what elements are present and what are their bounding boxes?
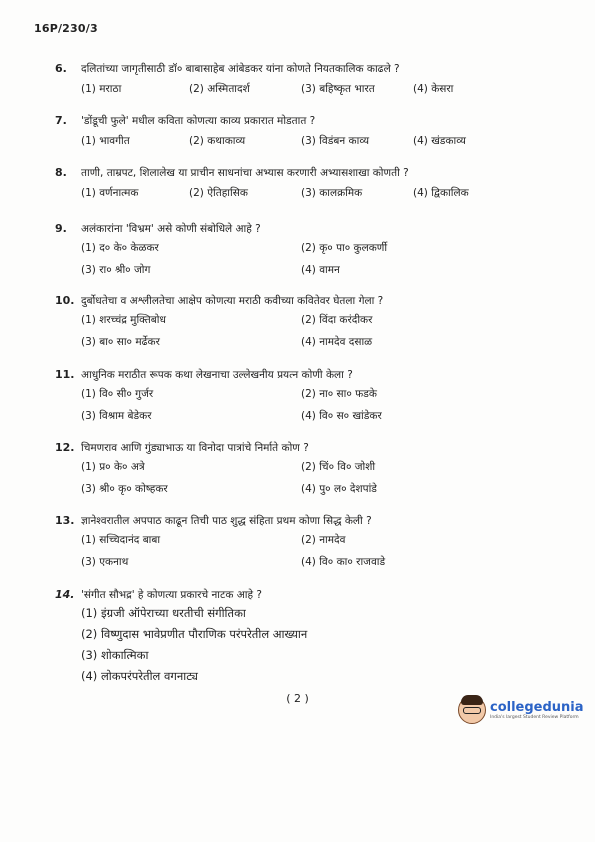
question-text: 'संगीत सौभद्र' हे कोणत्या प्रकारचे नाटक आहे ? xyxy=(81,589,262,601)
option-2: (2) कृ० पा० कुलकर्णी xyxy=(301,242,388,254)
question-text: 'डोंडूची फुले' मधील कविता कोणत्या काव्य प्रकारात मोडतात ? xyxy=(81,115,316,127)
option-2: (2) चिं० वि० जोशी xyxy=(301,461,376,473)
option-2: (2) विष्णुदास भावेप्रणीत पौराणिक परंपरेतील आख्यान xyxy=(81,627,308,641)
logo-name: collegedunia xyxy=(490,700,584,715)
option-4: (4) नामदेव दसाळ xyxy=(301,336,373,348)
options-row xyxy=(81,186,535,200)
option-1: (1) शरच्चंद्र मुक्तिबोध xyxy=(81,314,166,326)
option-4: (4) वि० स० खांडेकर xyxy=(301,410,382,422)
option-1: (1) मराठा xyxy=(81,83,122,95)
option-3: (3) रा० श्री० जोग xyxy=(81,264,151,276)
logo-text xyxy=(490,700,584,720)
question-number: 9. xyxy=(55,222,67,235)
question-number: 8. xyxy=(55,166,67,179)
question-7 xyxy=(55,114,535,148)
question-14 xyxy=(55,588,535,690)
option-3: (3) बहिष्कृत भारत xyxy=(301,83,375,95)
option-2: (2) कथाकाव्य xyxy=(189,135,246,147)
option-2: (2) ऐतिहासिक xyxy=(189,187,248,199)
question-text: आधुनिक मराठीत रूपक कथा लेखनाचा उल्लेखनीय प्रयत्न कोणी केला ? xyxy=(81,369,353,381)
option-4: (4) द्विकालिक xyxy=(413,187,469,199)
option-4: (4) लोकपरंपरेतील वगनाट्य xyxy=(81,669,198,683)
question-number: 10. xyxy=(55,294,75,307)
option-1: (1) द० के० केळकर xyxy=(81,242,159,254)
question-11 xyxy=(55,368,535,423)
option-2: (2) विंदा करंदीकर xyxy=(301,314,373,326)
option-1: (1) सच्चिदानंद बाबा xyxy=(81,534,161,546)
paper-code: 16P/230/3 xyxy=(34,22,98,35)
options-grid xyxy=(81,460,535,496)
option-4: (4) वामन xyxy=(301,264,340,276)
option-2: (2) अस्मितादर्श xyxy=(189,83,250,95)
question-text: दुर्बोधतेचा व अश्लीलतेचा आक्षेप कोणत्या मराठी कवीच्या कवितेवर घेतला गेला ? xyxy=(81,295,384,307)
option-1: (1) प्र० के० अत्रे xyxy=(81,461,145,473)
option-3: (3) विडंबन काव्य xyxy=(301,135,370,147)
question-text: अलंकारांना 'विभ्रम' असे कोणी संबोधिले आहे ? xyxy=(81,223,261,235)
question-6 xyxy=(55,62,535,96)
question-9 xyxy=(55,222,535,277)
options-grid xyxy=(81,387,535,423)
option-3: (3) बा० सा० मर्ढेकर xyxy=(81,336,160,348)
option-3: (3) एकनाथ xyxy=(81,556,129,568)
option-4: (4) केसरा xyxy=(413,83,454,95)
question-10 xyxy=(55,294,535,349)
question-number: 12. xyxy=(55,441,75,454)
option-1: (1) इंग्रजी ऑपेराच्या धरतीची संगीतिका xyxy=(81,606,246,620)
question-text: ज्ञानेश्वरातील अपपाठ काढून तिची पाठ शुद्ध संहिता प्रथम कोणा सिद्ध केली ? xyxy=(81,515,372,527)
question-12 xyxy=(55,441,535,496)
question-text: चिमणराव आणि गुंड्याभाऊ या विनोदा पात्रांचे निर्माते कोण ? xyxy=(81,442,309,454)
option-3: (3) शोकात्मिका xyxy=(81,648,149,662)
options-list xyxy=(81,606,535,684)
question-number: 7. xyxy=(55,114,67,127)
question-13 xyxy=(55,514,535,569)
option-2: (2) ना० सा० फडके xyxy=(301,388,377,400)
question-number: 13. xyxy=(55,514,75,527)
collegedunia-logo xyxy=(458,696,584,724)
question-text: दलितांच्या जागृतीसाठी डॉ० बाबासाहेब आंबेडकर यांना कोणते नियतकालिक काढले ? xyxy=(81,63,400,75)
option-4: (4) पु० ल० देशपांडे xyxy=(301,483,377,495)
page-number: ( 2 ) xyxy=(286,692,309,705)
question-text: ताणी, ताम्रपट, शिलालेख या प्राचीन साधनांचा अभ्यास करणारी अभ्यासशाखा कोणती ? xyxy=(81,167,409,179)
options-row xyxy=(81,134,535,148)
option-3: (3) श्री० कृ० कोष्हकर xyxy=(81,483,168,495)
option-3: (3) कालक्रमिक xyxy=(301,187,363,199)
option-1: (1) वर्णनात्मक xyxy=(81,187,139,199)
question-number: 6. xyxy=(55,62,67,75)
option-3: (3) विश्राम बेडेकर xyxy=(81,410,152,422)
question-number: 14. xyxy=(55,588,75,601)
options-grid xyxy=(81,241,535,277)
option-1: (1) भावगीत xyxy=(81,135,130,147)
options-grid xyxy=(81,533,535,569)
option-1: (1) वि० सी० गुर्जर xyxy=(81,388,154,400)
question-8 xyxy=(55,166,535,200)
mascot-icon xyxy=(458,696,486,724)
option-4: (4) खंडकाव्य xyxy=(413,135,466,147)
question-number: 11. xyxy=(55,368,75,381)
option-4: (4) वि० का० राजवाडे xyxy=(301,556,386,568)
logo-tagline: India's largest Student Review Platform xyxy=(490,715,579,720)
options-row xyxy=(81,82,535,96)
options-grid xyxy=(81,313,535,349)
option-2: (2) नामदेव xyxy=(301,534,346,546)
